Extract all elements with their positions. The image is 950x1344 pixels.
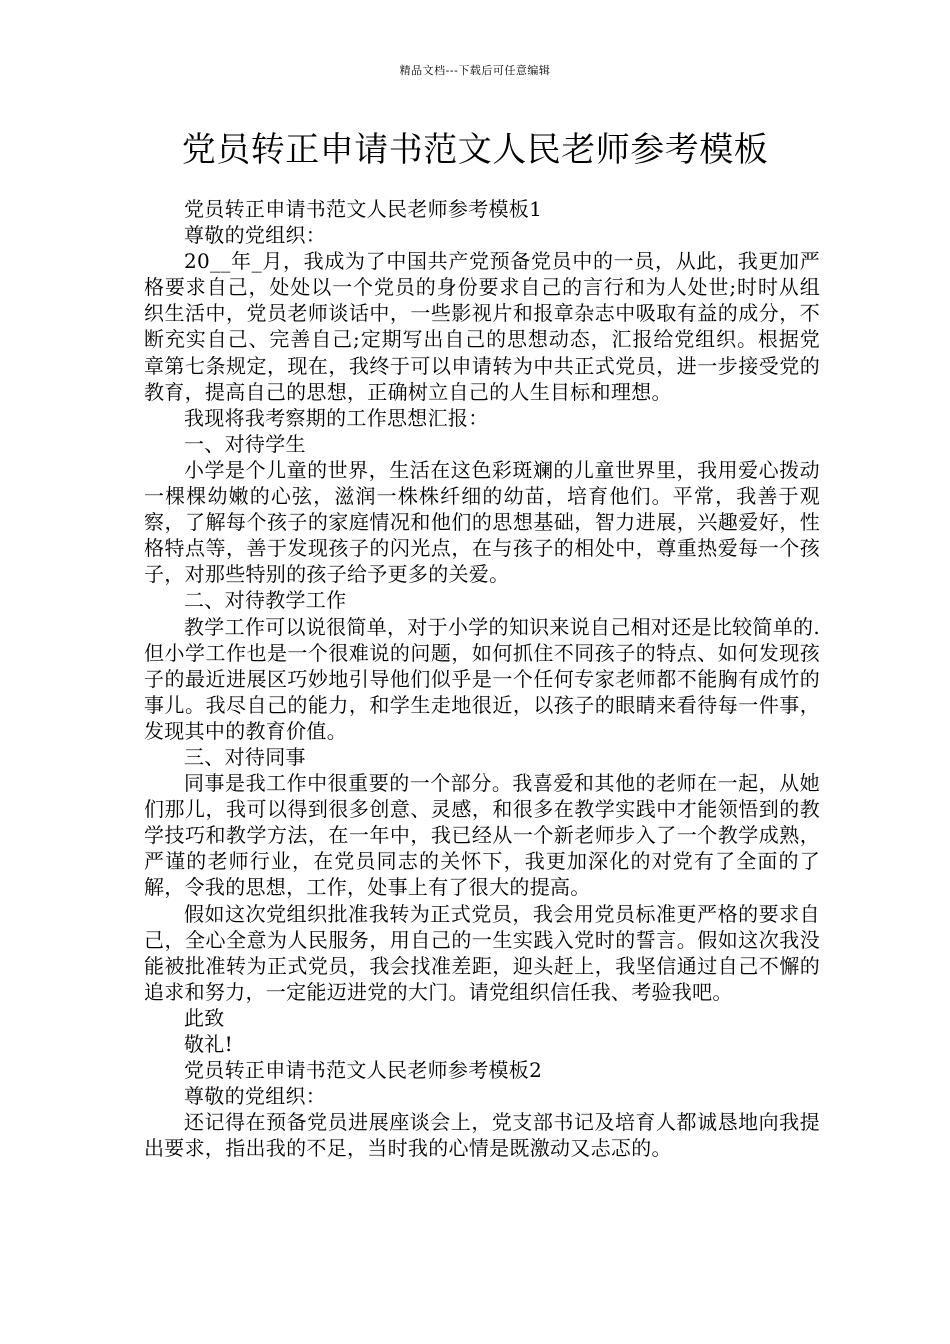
subheading-students: 一、对待学生 <box>184 431 306 456</box>
salutation: 尊敬的党组织： <box>184 223 327 248</box>
section-heading-1: 党员转正申请书范文人民老师参考模板1 <box>184 197 543 221</box>
body-paragraph: 20__年_月，我成为了中国共产党预备党员中的一员，从此，我更加严格要求自己，处处以一个党员的身份要求自己的言行和为人处世;时时从组织生活中，党员老师谈话中，一些影视片和报章杂志中吸取有益的成分，不断充实自己、完善自己;定期写出自己的思想动态，汇报给党组织。根据党章第七条规定，现在，我终于可以申请转为中共正式党员，进一步接受党的教育，提高自己的思想，正确树立自己的人生目标和理想。 <box>144 249 820 404</box>
body-paragraph: 我现将我考察期的工作思想汇报： <box>184 405 489 430</box>
body-paragraph: 假如这次党组织批准我转为正式党员，我会用党员标准更严格的要求自己，全心全意为人民服务，用自己的一生实践入党时的誓言。假如这次我没能被批准转为正式党员，我会找准差距，迎头赶上，我坚信通过自己不懈的追求和努力，一定能迈进党的大门。请党组织信任我、考验我吧。 <box>144 901 820 1004</box>
body-paragraph: 还记得在预备党员进展座谈会上，党支部书记及培育人都诚恳地向我提出要求，指出我的不足，当时我的心情是既激动又忐忑的。 <box>144 1110 820 1161</box>
document-body <box>144 196 820 1161</box>
page-header: 精品文档---下载后可任意编辑 <box>399 64 551 77</box>
body-paragraph: 小学是个儿童的世界，生活在这色彩斑斓的儿童世界里，我用爱心拨动一棵棵幼嫩的心弦，滋润一株株纤细的幼苗，培育他们。平常，我善于观察，了解每个孩子的家庭情况和他们的思想基础，智力进展，兴趣爱好，性格特点等，善于发现孩子的闪光点，在与孩子的相处中，尊重热爱每一个孩子，对那些特别的孩子给予更多的关爱。 <box>144 457 820 587</box>
salutation: 尊敬的党组织： <box>184 1084 327 1109</box>
section-heading-2: 党员转正申请书范文人民老师参考模板2 <box>184 1058 543 1083</box>
closing-line: 此致 <box>184 1005 225 1030</box>
subheading-teaching: 二、对待教学工作 <box>184 588 347 613</box>
body-paragraph: 同事是我工作中很重要的一个部分。我喜爱和其他的老师在一起，从她们那儿，我可以得到很多创意、灵感，和很多在教学实践中才能领悟到的教学技巧和教学方法，在一年中，我已经从一个新老师步入了一个教学成熟，严谨的老师行业，在党员同志的关怀下，我更加深化的对党有了全面的了解，令我的思想，工作，处事上有了很大的提高。 <box>144 771 820 900</box>
subheading-colleagues: 三、对待同事 <box>184 744 306 769</box>
body-paragraph: 教学工作可以说很简单，对于小学的知识来说自己相对还是比较简单的.但小学工作也是一个很难说的问题，如何抓住不同孩子的特点、如何发现孩子的最近进展区巧妙地引导他们似乎是一个任何专家老师都不能胸有成竹的事儿。我尽自己的能力，和学生走地很近，以孩子的眼睛来看待每一件事，发现其中的教育价值。 <box>144 614 820 743</box>
document-title: 党员转正申请书范文人民老师参考模板 <box>181 130 769 170</box>
closing-salute: 敬礼! <box>184 1032 233 1056</box>
